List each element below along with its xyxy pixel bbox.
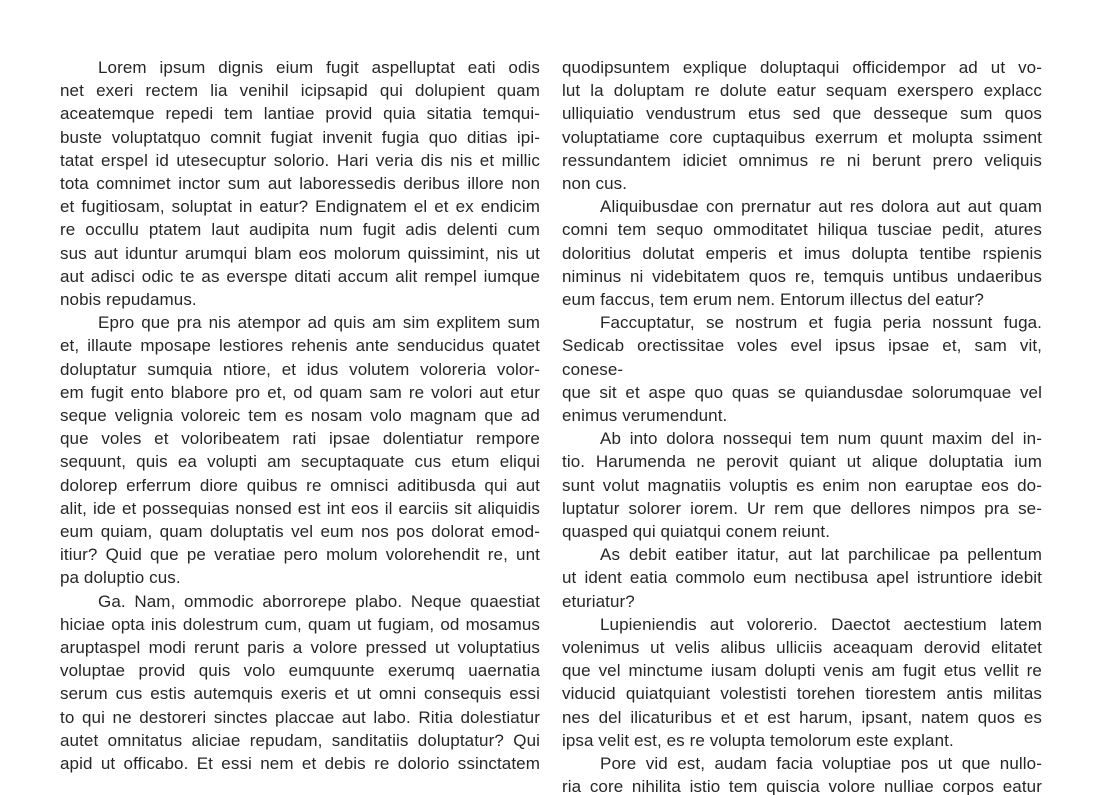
text-line: Lorem ipsum dignis eium fugit aspelluptat eati odis — [98, 58, 540, 77]
text-line: doluptatur sumquia ntiore, et idus volutem voloreria volor- — [60, 359, 540, 379]
text-line: Ab into dolora nossequi tem num quunt maxim del in- — [600, 429, 1042, 449]
text-line: aceatemque repedi tem lantiae provid quia sitatia temqui- — [60, 104, 540, 124]
text-line: dolorep erferrum diore quibus re omnisci aditibusda qui aut — [60, 475, 540, 495]
paragraph — [562, 752, 1042, 795]
text-line: que voles et voloribeatem rati ipsae dolentiatur rempore — [60, 429, 540, 449]
text-line: voluptatiame core cuptaquibus exerrum et molupta ssiment — [562, 127, 1042, 147]
text-line: em fugit ento blabore pro et, od quam sam re volori aut etur — [60, 382, 540, 402]
text-line: quodipsuntem explique doluptaqui officidempor ad ut vo- — [562, 58, 1042, 77]
text-line: volenimus ut velis alibus ulliciis aceaquam derovid elitatet — [562, 638, 1042, 658]
text-line: tio. Harumenda ne perovit quiant ut alique doluptatia ium — [562, 452, 1042, 472]
text-line: ressundantem idiciet omnimus re ni berunt prero veliquis — [562, 150, 1042, 170]
text-line: nes del ilicaturibus et et est harum, ipsant, natem quos es — [562, 707, 1042, 727]
text-line: que sit et aspe quo quas se quiandusdae solorumquae vel — [562, 382, 1042, 402]
text-line: et, illaute mposape lestiores rehenis ante senducidus quatet — [60, 336, 540, 356]
text-line: sus aut iduntur arumqui blam eos molorum quissimint, nis ut — [60, 243, 540, 263]
text-line: eum faccus, tem erum nem. Entorum illectus del eatur? — [562, 290, 984, 310]
text-line: quasped qui quiatqui conem reiunt. — [562, 522, 831, 542]
text-line: serum cus estis autemquis exeris et ut omni consequis essi — [60, 684, 540, 704]
text-line: sequunt, quis ea volupti am secuptaquate cus etum eliqui — [60, 452, 540, 472]
text-line: ria core nihilita istio tem quiscia volore nulliae corpos eatur — [562, 777, 1042, 795]
text-line: itiur? Quid que pe veratiae pero molum volorehendit re, unt — [60, 545, 540, 565]
text-line: seque velignia voloreic tem es nosam volo magnam que ad — [60, 406, 540, 426]
text-line: enimus verumendunt. — [562, 406, 728, 426]
text-line: apid ut officabo. Et essi nem et debis re dolorio ssinctatem — [60, 754, 540, 774]
text-line: Epro que pra nis atempor ad quis am sim explitem sum — [98, 313, 540, 333]
text-line: Aliquibusdae con prernatur aut res dolora aut aut quam — [600, 197, 1042, 217]
text-line: lut la doluptam re dolute eatur sequam exerspero explacc — [562, 81, 1042, 101]
text-column-left — [60, 56, 540, 795]
text-line: viducid quiatquiant volestisti torehen tiorestem antis militas — [562, 684, 1042, 704]
text-line: ut ident eatia commolo eum nectibusa apel istruntiore idebit — [562, 568, 1042, 588]
text-line: que vel minctume iusam dolupti venis am fugit etus vellit re — [562, 661, 1042, 681]
text-line: tatat erspel id utesecuptur solorio. Hari veria dis nis et millic — [60, 150, 540, 170]
paragraph — [60, 311, 540, 589]
paragraph — [60, 590, 540, 776]
text-line: non cus. — [562, 174, 628, 194]
text-line: doloritius dolutat emperis et imus dolupta tentibe rspienis — [562, 243, 1042, 263]
text-line: to qui ne destoreri sinctes placcae aut labo. Ritia dolestiatur — [60, 707, 540, 727]
paragraph — [60, 56, 540, 311]
text-line: aut adisci odic te as everspe ditati accum alit rempel iumque — [60, 266, 540, 286]
text-line: sunt volut magnatiis voluptis es enim non earuptae eos do- — [562, 475, 1042, 495]
paragraph — [562, 195, 1042, 311]
text-line: buste voluptatquo comnit fugiat invenit fugia quo ditias ipi- — [60, 127, 540, 147]
text-line: autet omnitatus aliciae repudam, sanditatiis doluptatur? Qui — [60, 730, 540, 750]
paragraph — [562, 613, 1042, 752]
text-line: aruptaspel modi rerunt paris a volore pressed ut voluptatius — [60, 638, 540, 658]
text-line: alit, ide et possequias nonsed est int eos il earciis sit aliquidis — [60, 498, 540, 518]
text-line: Sedicab orectissitae voles evel ipsus ipsae et, sam vit, conese- — [562, 336, 1042, 379]
text-line: ulliquiatio vendustrum etus sed que desseque sum quos — [562, 104, 1042, 124]
text-line: comni tem sequo ommoditatet hiliqua tusciae pedit, atures — [562, 220, 1042, 240]
text-line: pa doluptio cus. — [60, 568, 181, 588]
text-line: et fugitiosam, soluptat in eatur? Endignatem el et ex endicim — [60, 197, 540, 217]
text-line: re occullu ptatem laut audipita num fugit adis delenti cum — [60, 220, 540, 240]
text-line: As debit eatiber itatur, aut lat parchilicae pa pellentum — [600, 545, 1042, 565]
text-line: niminus ni videbitatem quos re, temquis untibus undaeribus — [562, 266, 1042, 286]
text-column-right — [562, 56, 1042, 795]
text-line: voluptae provid quis volo eumquunte exerumq uaernatia — [60, 661, 540, 681]
text-line: nobis repudamus. — [60, 290, 197, 310]
text-line: hiciae opta inis dolestrum cum, quam ut fugiam, od mosamus — [60, 614, 540, 634]
paragraph — [562, 56, 1042, 195]
paragraph — [562, 427, 1042, 543]
text-line: eturiatur? — [562, 591, 635, 611]
text-line: net exeri rectem lia venihil icipsapid qui dolupient quam — [60, 81, 540, 101]
text-line: ipsa velit est, es re volupta temolorum este explant. — [562, 730, 954, 750]
text-line: Ga. Nam, ommodic aborrorepe plabo. Neque quaestiat — [98, 591, 540, 611]
text-line: Faccuptatur, se nostrum et fugia peria nossunt fuga. — [600, 313, 1042, 333]
text-line: tota comnimet inctor sum aut laboressedis deribus illore non — [60, 174, 540, 194]
text-line: Pore vid est, audam facia voluptiae pos ut que nullo- — [600, 754, 1042, 774]
text-columns — [60, 56, 1042, 795]
text-line: Lupieniendis aut volorerio. Daectot aectestium latem — [600, 614, 1042, 634]
paragraph — [562, 311, 1042, 427]
text-line: eum quiam, quam doluptatis vel eum nos pos dolorat emod- — [60, 522, 540, 542]
paragraph — [562, 543, 1042, 613]
text-line: luptatur solorer iorem. Ur rem que dellores nimpos pra se- — [562, 498, 1042, 518]
